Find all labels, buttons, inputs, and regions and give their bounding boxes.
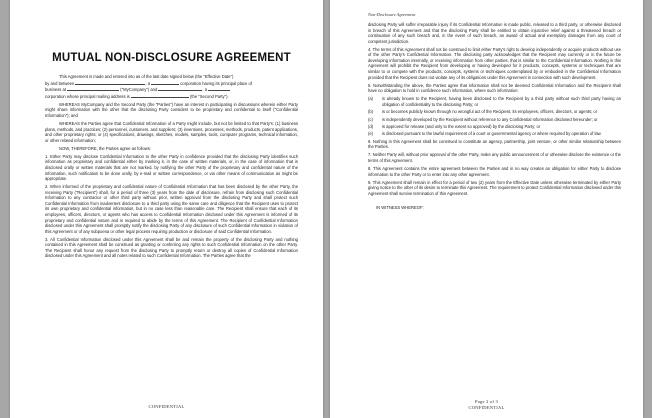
- second-party-state-blank[interactable]: [208, 86, 230, 91]
- sub-item-label: (e): [368, 131, 374, 137]
- section-3-continued: disclosing Party will suffer irreparable injury if its Confidential Information is made public, released to a third party, or otherwise disclosed in breach of this Agreement and that the disclosing Party shall be entitled to obtain injunctive relief against a threatened breach or continuation of any such breach and, in the event of such breach, an award of actual and exemplary damages from any court of competent jurisdiction.: [368, 22, 621, 44]
- sub-item-text: is disclosed pursuant to the lawful requirement of a court or governmental agency or where required by operation of law.: [382, 131, 602, 137]
- sub-item-text: is approved for release (and only to the extent so approved) by the disclosing Party; or: [382, 123, 541, 129]
- document-page-2: [330, 0, 643, 418]
- intro-text-between: by and between: [45, 80, 75, 86]
- sub-item-label: (a): [368, 96, 374, 102]
- sub-item-text: is already known to the Recipient, having been disclosed to the Recipient by a third party without such third party having an obligation of confidentiality to the disclosing Party; or: [382, 96, 621, 107]
- document-page-1: [10, 0, 323, 418]
- running-header: Non-Disclosure Agreement: [368, 12, 416, 17]
- page-2-footer: [330, 399, 643, 410]
- company-name-blank[interactable]: [75, 80, 145, 85]
- sub-item-text: is or becomes publicly known through no wrongful act of the Recipient, its employees, officers, directors, or agents; or: [382, 109, 598, 115]
- intro-paragraph: [45, 74, 298, 99]
- section-6: 6. Nothing in this Agreement shall be construed to constitute an agency, partnership, joint venture, or other similar relationship between the Parties.: [368, 138, 621, 150]
- sub-item-text: is independently developed by the Recipient without reference to any Confidential Information disclosed hereunder; or: [382, 116, 598, 122]
- confidential-label: CONFIDENTIAL: [468, 404, 505, 410]
- intro-text-effective-date: This Agreement is made and entered into as of the last date signed below (the "Effective Date"): [59, 74, 234, 79]
- intro-text-mailing: corporation whose principal mailing address is: [45, 93, 130, 99]
- sub-item: [368, 124, 621, 130]
- sub-item-label: (c): [368, 116, 373, 122]
- intro-text-business-at: business at: [45, 87, 66, 93]
- sub-item: [368, 131, 621, 137]
- section-2: 2. When informed of the proprietary and confidential nature of Confidential Information that has been disclosed by the other Party, the receiving Party ("Recipient") shall, for a period of three (3) years from the date of disclosure, refrain from disclosing such Confidential Information to any contractor or other third party without prior, written approval from the disclosing Party and shall protect such Confidential Information from inadvertent disclosure to a third party using the same care and diligence that the Recipient uses to protect its own proprietary and confidential information, but in no case less than reasonable care. The Recipient shall ensure that each of its employees, officers, directors, or agents who has access to Confidential Information disclosed under this Agreement is informed of its proprietary and confidential nature and is required to abide by the terms of this Agreement. The Recipient of Confidential Information disclosed under this Agreement shall promptly notify the disclosing Party of any disclosure of such Confidential Information in violation of this Agreement or of any subpoena or other legal process requiring production or disclosure of said Confidential Information.: [45, 184, 298, 234]
- intro-text-place: corporation having its principal place of: [180, 80, 252, 86]
- sub-item: [368, 109, 621, 115]
- section-4: 4. The terms of this Agreement shall not be construed to limit either Party's right to develop independently or acquire products without use of the other Party's Confidential Information. The disclosing party acknowledges that the Recipient may currently or in the future be developing information internally, or receiving information from other parties, that is similar to the Confidential Information. Nothing in this Agreement will prohibit the Recipient from developing or having developed for it products, concepts, systems or techniques that are similar to or compete with the products, concepts, systems or techniques contemplated by or embodied in the Confidential Information provided that the Recipient does not violate any of its obligations under this Agreement in connection with such development.: [368, 46, 621, 80]
- intro-text-a2: , a: [202, 87, 208, 93]
- page-1-body: [45, 52, 298, 406]
- page-2-body: [368, 12, 621, 410]
- whereas-clause-2: WHEREAS the Parties agree that Confidential Information of a Party might include, but not be limited to that Party's: (1) business plans, methods, and practices; (2) personnel, customers, and suppliers; (3) inventions, processes, methods, products, patent applications, and other proprietary rights; or (4) specifications, drawings, sketches, models, samples, tools, computer programs, technical information, or other related information;: [45, 121, 298, 143]
- whereas-clause-1: WHEREAS MyCompany and the Second Party (the "Parties") have an interest in participating in discussions wherein either Party might share information with the other that the disclosing Party considers to be proprietary and confidential to itself ("Confidential Information"); and: [45, 101, 298, 118]
- sub-item-label: (d): [368, 123, 374, 129]
- page-number: Page 2 of 3: [475, 399, 498, 405]
- second-party-address-blank[interactable]: [131, 93, 189, 98]
- section-3: 3. All Confidential Information disclosed under this Agreement shall be and remain the property of the disclosing Party and nothing contained in this Agreement shall be construed as granting or conferring any rights to such Confidential Information on the other Party. The Recipient shall honor any request from the disclosing Party to promptly return or destroy all copies of Confidential Information disclosed under this Agreement and all notes related to such Confidential Information. The Parties agree that the: [45, 236, 298, 259]
- section-8: 8. This Agreement contains the entire agreement between the Parties and in no way creates an obligation for either Party to disclose information to the other Party or to enter into any other agreement.: [368, 165, 621, 177]
- now-therefore-clause: NOW, THEREFORE, the Parties agree as follows:: [59, 145, 151, 151]
- page-1-footer: CONFIDENTIAL: [148, 404, 185, 409]
- section-7: 7. Neither Party will, without prior approval of the other Party, make any public announcement of or otherwise disclose the existence or the terms of this Agreement.: [368, 152, 621, 163]
- second-party-name-blank[interactable]: [158, 86, 202, 91]
- document-title: MUTUAL NON-DISCLOSURE AGREEMENT: [52, 52, 291, 64]
- section-9: 9. This Agreement shall remain in effect for a period of two (2) years from the Effective Date unless otherwise terminated by either Party giving notice to the other of its desire to terminate this Agreement. The requirement to protect Confidential Information disclosed under this Agreement shall survive termination of this Agreement.: [368, 179, 621, 196]
- state-blank[interactable]: [151, 80, 179, 85]
- in-witness-whereof: IN WITNESS WHEREOF:: [376, 205, 424, 211]
- intro-text-mycompany: ("MyCompany") and: [120, 87, 158, 93]
- company-address-blank[interactable]: [67, 86, 119, 91]
- intro-text-a: , a: [145, 80, 151, 86]
- section-5: 5. Notwithstanding the above, the Parties agree that information shall not be deemed Confidential Information and the Recipient shall have no obligation to hold in confidence such information, where such information:: [368, 82, 621, 94]
- sub-item: [368, 96, 621, 107]
- intro-text-second-party: (the "Second Party").: [190, 93, 229, 99]
- section-1: 1. Either Party may disclose Confidential Information to the other Party in confidence provided that the disclosing Party identifies such information as proprietary and confidential either by marking it, in the case of written materials, or, in the case of information that is disclosed orally or written materials that are not marked, by notifying the other Party of the proprietary and confidential nature of the information, such notification to be done orally, by e-mail or written correspondence, or via other means of communication as might be appropriate.: [45, 153, 298, 182]
- sub-item: [368, 117, 621, 123]
- sub-item-label: (b): [368, 109, 374, 115]
